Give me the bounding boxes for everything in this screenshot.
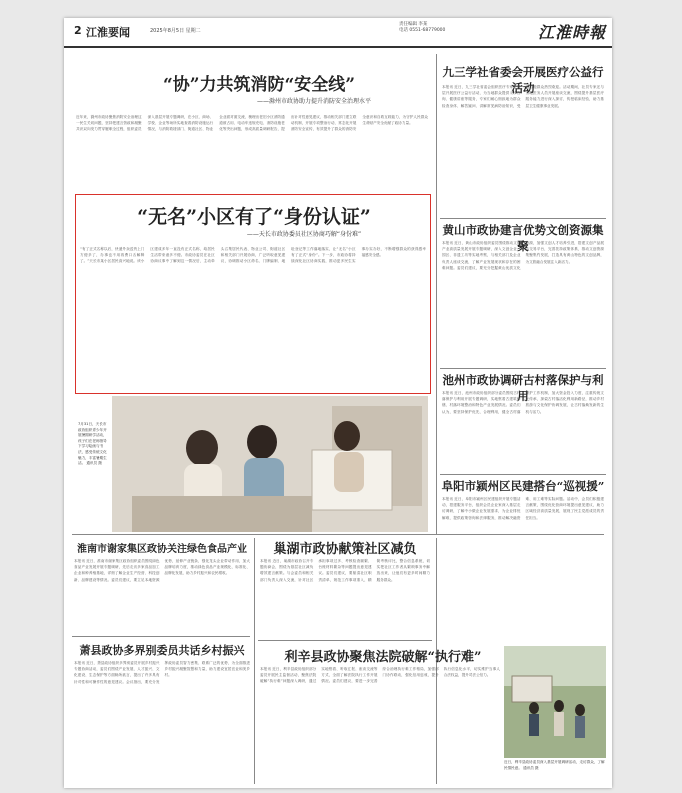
article-body-huangshan: 本报讯 近日，黄山市政协组织委员围绕推动文创产业高质量发展开展专题调研，深入文创企业、园区、非遗工坊等实地考察，与相关部门及企业负责人座谈交流，了解产业发展现状和存在的困难问题。委员们建议，要充分挖掘黄山优质文化资源，加强文创人才培养引进，搭建文创产品展示交易平台，完善扶持政策体系，推动文创资源集聚集约发展，打造具有黄山特色的文创品牌，为文旅融合发展注入新活力。 <box>442 241 604 270</box>
right-divider <box>440 218 606 219</box>
article-title-xiaoxian: 萧县政协多界别委员共话乡村振兴 <box>79 644 245 657</box>
section-title: 江淮要闻 <box>86 26 130 39</box>
newspaper-page <box>64 18 612 788</box>
page-number: 2 <box>74 24 82 37</box>
right-divider <box>440 474 606 475</box>
article-title-chaohu: 巢湖市政协献策社区减负 <box>273 542 417 557</box>
article-title-huainan: 淮南市谢家集区政协关注绿色食品产业 <box>77 544 247 555</box>
photo2-caption: 近日，利辛县政协委员深入基层开展调研活动，走访群众，了解民情民意。 通讯员 摄 <box>504 760 605 770</box>
page-header <box>64 18 612 48</box>
article-title-chizhou: 池州市政协调研古村落保护与利用 <box>442 373 604 403</box>
article-title-lixin: 利辛县政协聚焦法院破解“执行难” <box>284 650 482 665</box>
editor-info: 责任编辑 李某 电话 0551-68779000 <box>399 22 446 33</box>
article-title-yingzhou: 阜阳市颍州区民建搭台“巡视援” <box>441 479 605 493</box>
photo-children-art <box>112 396 428 532</box>
row-divider <box>72 636 250 637</box>
article-body-chizhou: 本报讯 近日，池州市政协组织部分委员围绕古村落保护与利用开展专题调研，实地察看古建筑修缮、村落环境整治和特色产业发展情况。委员们认为，要坚持保护优先、合理利用，健全古村落保护工作机制，加大资金投入力度，注重传统文化传承，探索古村落活化利用新路径，推动乡村旅游与文化保护协调发展，让古村落焕发新的生机与活力。 <box>442 391 604 414</box>
article-body-xiaoxian: 本报讯 近日，萧县政协组织多界别委员开展乡村振兴专题协商活动，委员们围绕产业发展、人才振兴、文化建设、生态保护等方面畅所欲言，提出了许多具有针对性和可操作性的意见建议。会议指出，要充分发挥政协委员智力密集、联系广泛的优势，为全面推进乡村振兴凝聚智慧和力量，助力建设宜居宜业和美乡村。 <box>74 661 250 684</box>
right-divider <box>440 368 606 369</box>
article-title-medical: 九三学社省委会开展医疗公益行活动 <box>442 65 604 95</box>
article-subtitle-fire-safety: ——滁州市政协助力提升消防安全治理水平 <box>256 98 371 105</box>
issue-date: 2025年8月5日 星期二 <box>150 28 201 34</box>
article-body-lixin: 本报讯 近日，利辛县政协组织部分委员开展民主监督活动，聚焦法院破解“执行难”问题深入调研，通过实地察看、听取汇报、座谈交流等方式，全面了解法院执行工作开展情况。委员们建议，要进一步完善综合治理执行难工作格局，加强部门协作联动，强化信用惩戒，提升执行信息化水平，切实维护当事人合法权益，提升司法公信力。 <box>260 667 500 684</box>
column-divider <box>436 54 437 534</box>
article-title-nameless-community: “无名”小区有了“身份认证” <box>137 206 371 228</box>
article-body-medical: 本报讯 近日，九三学社省委会组织医疗专家赴基层开展医疗公益行活动，为当地群众提供义诊咨询、健康讲座等服务，专家们耐心细致地为群众检查身体、解答疑问、讲解常见病防治知识，受到当地群众热烈欢迎。活动期间，社员专家还与当地医务人员开展座谈交流，围绕提升基层医疗服务能力进行深入探讨，传授临床经验，助力基层卫生健康事业发展。 <box>442 85 604 108</box>
article-title-huangshan: 黄山市政协建言优势文创资源集聚 <box>442 223 604 253</box>
article-body-huainan: 本报讯 近日，淮南市谢家集区政协组织委员围绕绿色食品产业发展开展专题调研，先后走访多家食品加工企业和种养殖基地，详细了解企业生产经营、科技创新、品牌建设等情况。委员们建议，要立足本地资源优势，延伸产业链条，强化龙头企业带动作用，加大品牌培育力度，推动绿色食品产业规模化、标准化、品牌化发展，助力乡村振兴和农民增收。 <box>74 559 250 582</box>
article-body-yingzhou: 本报讯 近日，阜阳市颍州区民建组织开展专题活动，搭建服务平台，组织会员企业家深入基层走访调研，了解中小微企业发展需求，为企业排忧解难，提供政策咨询和法律服务，推动解决融资难、用工难等实际问题。活动中，会员们积极建言献策，围绕优化营商环境提出意见建议，助力区域经济高质量发展，展现了民主党派成员的责任担当。 <box>442 497 604 520</box>
photo1-caption: 7月31日，天长市政协组织青少年开展暑期研学活动，孩子们在老师指导下学习绘画与书法，感受传统文化魅力，丰富暑期生活。 通讯员 摄 <box>78 422 107 466</box>
column-divider <box>254 538 255 784</box>
article-body-nameless-community: “有了正式名称以后，快递外卖送货上门方便多了，办事也不用再费口舌解释了。”天长市某小区居民高兴地说。该小区建成多年一直没有正式名称，给居民生活带来诸多不便。市政协委员在社区协商议事中了解到这一情况后，主动牵头召集居民代表、物业公司、街道社区和相关部门开展协商，广泛听取意见建议，协调推动小区命名、门牌编制、地址登记等工作落地落实，让“无名”小区有了正式“身份”。下一步，市政协将持续深化社区协商实践，推动更多民生实事办实办好，不断增强群众的获得感幸福感安全感。 <box>80 247 426 264</box>
newspaper-logo: 江淮時報 <box>537 23 606 42</box>
photo-field-visit <box>504 646 606 758</box>
article-title-fire-safety: “协”力共筑消防“安全线” <box>162 75 356 95</box>
article-subtitle-nameless-community: ——天长市政协委员社区协商巧解“身份难” <box>246 231 362 238</box>
row-divider <box>258 640 432 641</box>
article-body-fire-safety: 近年来，滁州市政协聚焦消防安全治理这一民生关切问题，坚持把建言资政和凝聚共识双向发力贯穿履职全过程，组织委员深入基层开展专题调研，在小区、商场、学校、企业等场所实地查看消防设施运行情况，与消防救援部门、街道社区、物业企业面对面交流，梳理出老旧小区消防通道被占用、电动车违规充电、消防设施老化等突出问题，形成高质量调研报告，提出针对性意见建议，推动相关部门建立联动机制，开展专项整治行动，常态化开展消防安全宣传，有效提升了群众的消防安全意识和自救互救能力，为守护人民群众生命财产安全贡献了政协力量。 <box>76 115 428 132</box>
article-body-chaohu: 本报讯 近日，巢湖市政协召开专题协商会，围绕为基层社区减负增效建言献策。与会委员和相关部门负责人深入交流，针对社区承担事项过多、考核检查频繁、台账材料繁杂等问题提出意见建议。委员们建议，要厘清社区职责清单，规范工作事项准入，精简考核评比，整合信息系统，切实把社区工作者从繁琐事务中解放出来，让他们有更多时间精力服务群众。 <box>260 559 430 582</box>
